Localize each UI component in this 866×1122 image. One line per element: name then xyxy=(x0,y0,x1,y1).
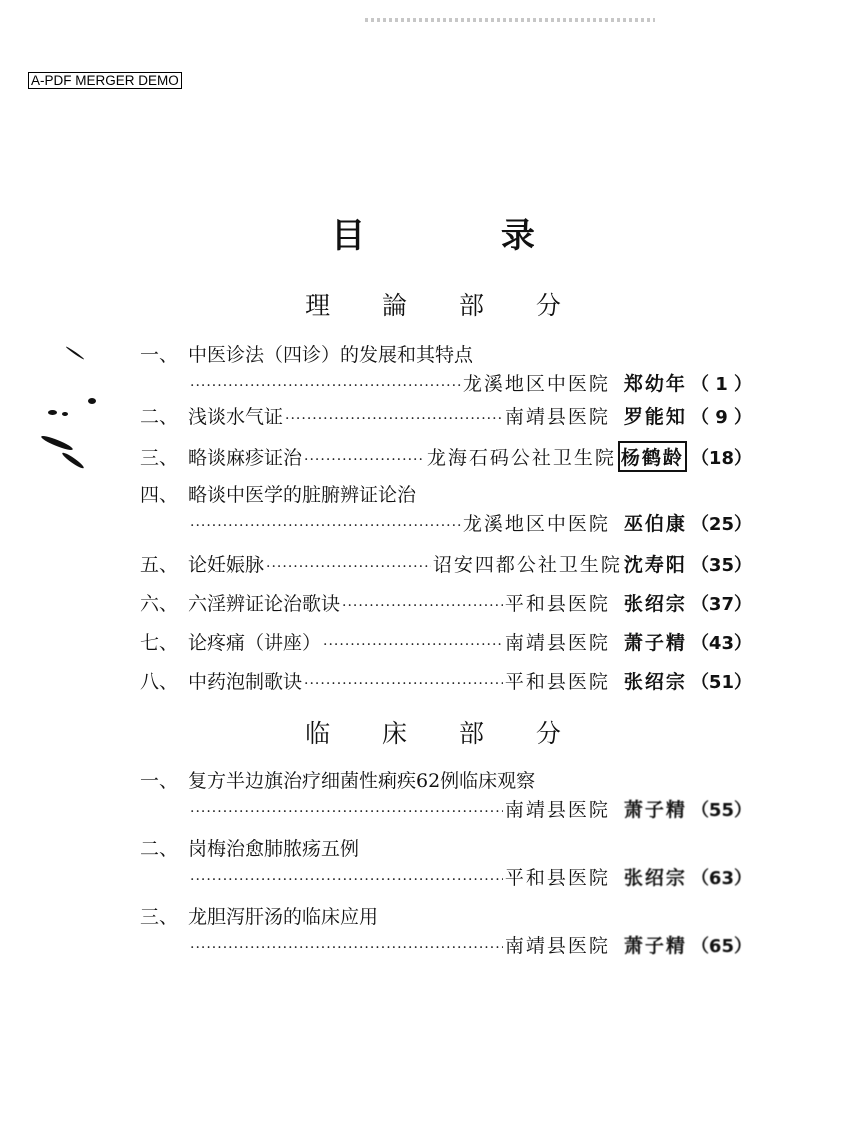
entry-author: 巫伯康 xyxy=(623,513,687,535)
entry-number: 五、 xyxy=(140,554,179,576)
entry-page: （ 9 ） xyxy=(690,407,752,428)
entry-page: （18） xyxy=(690,448,752,469)
entry-number: 一、 xyxy=(140,344,179,366)
entry-title: 略谈麻疹证治 xyxy=(188,447,303,469)
page-title: 目 录 xyxy=(331,216,597,256)
leader-dots xyxy=(190,872,503,888)
entry-title: 论妊娠脉 xyxy=(188,554,265,576)
toc-entry[interactable] xyxy=(140,550,752,579)
entry-number: 二、 xyxy=(140,838,179,860)
entry-institution: 平和县医院 xyxy=(504,867,610,889)
toc-entry[interactable] xyxy=(140,902,752,960)
entry-number: 六、 xyxy=(140,593,179,615)
entry-author: 郑幼年 xyxy=(623,373,687,395)
scan-artifact xyxy=(48,410,57,415)
scan-artifact xyxy=(65,346,84,360)
watermark: A-PDF MERGER DEMO xyxy=(28,72,182,89)
entry-institution: 南靖县医院 xyxy=(504,632,610,654)
toc-entry[interactable] xyxy=(140,667,752,696)
leader-dots xyxy=(304,452,425,468)
entry-number: 一、 xyxy=(140,770,179,792)
entry-page: （63） xyxy=(690,868,752,889)
toc-entry[interactable] xyxy=(140,834,752,892)
scan-noise xyxy=(365,18,655,22)
leader-dots xyxy=(190,940,503,956)
entry-number: 二、 xyxy=(140,406,179,428)
entry-title: 中医诊法（四诊）的发展和其特点 xyxy=(188,344,474,366)
entry-page: （51） xyxy=(690,672,752,693)
entry-institution: 平和县医院 xyxy=(504,593,610,615)
leader-dots xyxy=(190,804,503,820)
leader-dots xyxy=(190,378,461,394)
toc-entry[interactable] xyxy=(140,480,752,538)
entry-title: 浅谈水气证 xyxy=(188,406,284,428)
entry-number: 四、 xyxy=(140,484,179,506)
entry-author: 张绍宗 xyxy=(623,593,687,615)
entry-institution: 龙海石码公社卫生院 xyxy=(426,447,616,469)
entry-page: （25） xyxy=(690,514,752,535)
entry-author: 萧子精 xyxy=(623,799,687,821)
leader-dots xyxy=(323,637,503,653)
entry-author: 张绍宗 xyxy=(623,671,687,693)
entry-institution: 龙溪地区中医院 xyxy=(462,513,610,535)
toc-entry[interactable] xyxy=(140,402,752,431)
entry-author: 萧子精 xyxy=(623,935,687,957)
entry-page: （35） xyxy=(690,555,752,576)
scan-artifact xyxy=(88,398,96,404)
entry-author: 沈寿阳 xyxy=(623,554,687,576)
entry-title: 六淫辨证论治歌诀 xyxy=(188,593,341,615)
entry-institution: 诏安四都公社卫生院 xyxy=(432,554,622,576)
entry-number: 八、 xyxy=(140,671,179,693)
leader-dots xyxy=(342,598,503,614)
entry-author: 萧子精 xyxy=(623,632,687,654)
entry-number: 七、 xyxy=(140,632,179,654)
entry-page: （65） xyxy=(690,936,752,957)
section-title-clinical: 临 床 部 分 xyxy=(305,719,583,748)
leader-dots xyxy=(285,411,503,427)
entry-title: 龙胆泻肝汤的临床应用 xyxy=(188,906,379,928)
entry-institution: 龙溪地区中医院 xyxy=(462,373,610,395)
entry-page: （ 1 ） xyxy=(690,374,752,395)
toc-entry[interactable] xyxy=(140,766,752,824)
toc-entry[interactable] xyxy=(140,628,752,657)
entry-institution: 南靖县医院 xyxy=(504,406,610,428)
entry-page: （37） xyxy=(690,594,752,615)
entry-institution: 平和县医院 xyxy=(504,671,610,693)
section-title-theory: 理 論 部 分 xyxy=(305,291,583,320)
entry-title: 岗梅治愈肺脓疡五例 xyxy=(188,838,360,860)
entry-institution: 南靖县医院 xyxy=(504,935,610,957)
toc-entry[interactable] xyxy=(140,589,752,618)
entry-number: 三、 xyxy=(140,906,179,928)
entry-title: 中药泡制歌诀 xyxy=(188,671,303,693)
entry-author: 张绍宗 xyxy=(623,867,687,889)
entry-number: 三、 xyxy=(140,447,179,469)
leader-dots xyxy=(190,518,461,534)
entry-title: 复方半边旗治疗细菌性痢疾62例临床观察 xyxy=(188,770,536,792)
scan-artifact xyxy=(61,451,85,470)
entry-page: （43） xyxy=(690,633,752,654)
leader-dots xyxy=(304,676,503,692)
entry-author: 杨鹤龄 xyxy=(618,441,687,472)
toc-entry[interactable] xyxy=(140,441,752,470)
scan-artifact xyxy=(40,434,74,452)
entry-institution: 南靖县医院 xyxy=(504,799,610,821)
entry-title: 略谈中医学的脏腑辨证论治 xyxy=(188,484,417,506)
toc-entry[interactable] xyxy=(140,340,752,398)
leader-dots xyxy=(266,559,431,575)
entry-title: 论疼痛（讲座） xyxy=(188,632,322,654)
scan-artifact xyxy=(62,412,68,416)
entry-page: （55） xyxy=(690,800,752,821)
entry-author: 罗能知 xyxy=(623,406,687,428)
